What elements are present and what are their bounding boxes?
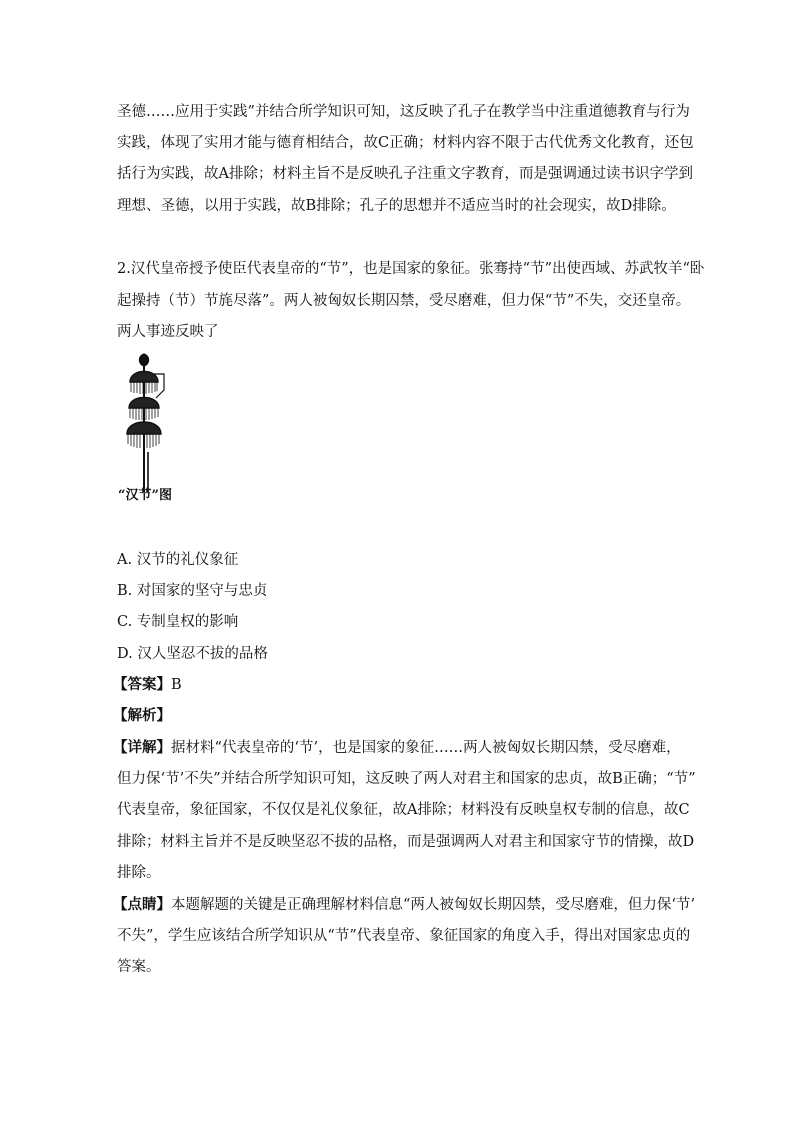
detail-line-3: 代表皇帝，象征国家，不仅仅是礼仪象征，故A排除；材料没有反映皇权专制的信息，故C [117, 802, 690, 818]
detail-line-1 [113, 738, 681, 758]
answer-value: B [171, 677, 182, 693]
figure-caption: “汉节”图 [118, 488, 172, 503]
detail-line-5: 排除。 [117, 865, 161, 881]
question-text-line-1: 2.汉代皇帝授予使臣代表皇帝的“节”，也是国家的象征。张骞持“节”出使西域、苏武牧羊“卧 [117, 261, 705, 277]
question-text-line-2: 起操持（节）节旄尽落”。两人被匈奴长期囚禁，受尽磨难，但力保“节”不失，交还皇帝。 [117, 293, 691, 309]
analysis-tag: 【解析】 [113, 707, 171, 724]
tip-tag: 【点睛】 [113, 896, 171, 913]
tip-line-1 [113, 895, 695, 915]
prev-explanation-line-1: 圣德……应用于实践”并结合所学知识可知，这反映了孔子在教学当中注重道德教育与行为 [117, 104, 690, 120]
detail-line-2: 但力保‘节’不失”并结合所学知识可知，这反映了两人对君主和国家的忠贞，故B正确；“节” [117, 771, 696, 787]
option-c: C. 专制皇权的影响 [117, 614, 239, 630]
answer-line [113, 675, 182, 695]
tip-line-2: 不失”，学生应该结合所学知识从“节”代表皇帝、象征国家的角度入手，得出对国家忠贞的 [117, 928, 691, 944]
option-a: A. 汉节的礼仪象征 [117, 552, 239, 568]
question-text-line-3: 两人事迹反映了 [117, 324, 219, 340]
tip-text-1: 本题解题的关键是正确理解材料信息“两人被匈奴长期囚禁，受尽磨难，但力保‘节’ [171, 897, 696, 913]
han-jie-illustration [112, 352, 202, 502]
answer-tag: 【答案】 [113, 676, 171, 693]
detail-tag: 【详解】 [113, 739, 171, 756]
detail-line-4: 排除；材料主旨并不是反映坚忍不拔的品格，而是强调两人对君主和国家守节的情操，故D [117, 834, 695, 850]
prev-explanation-line-4: 理想、圣德，以用于实践，故B排除；孔子的思想并不适应当时的社会现实，故D排除。 [117, 198, 676, 214]
option-d: D. 汉人坚忍不拔的品格 [117, 646, 268, 662]
prev-explanation-line-3: 括行为实践，故A排除；材料主旨不是反映孔子注重文字教育，而是强调通过读书识字学到 [117, 166, 693, 182]
tip-line-3: 答案。 [117, 959, 161, 975]
option-b: B. 对国家的坚守与忠贞 [117, 583, 268, 599]
detail-text-1: 据材料“代表皇帝的‘节’，也是国家的象征……两人被匈奴长期囚禁，受尽磨难， [171, 740, 681, 756]
prev-explanation-line-2: 实践，体现了实用才能与德育相结合，故C正确；材料内容不限于古代优秀文化教育，还包 [117, 135, 694, 151]
